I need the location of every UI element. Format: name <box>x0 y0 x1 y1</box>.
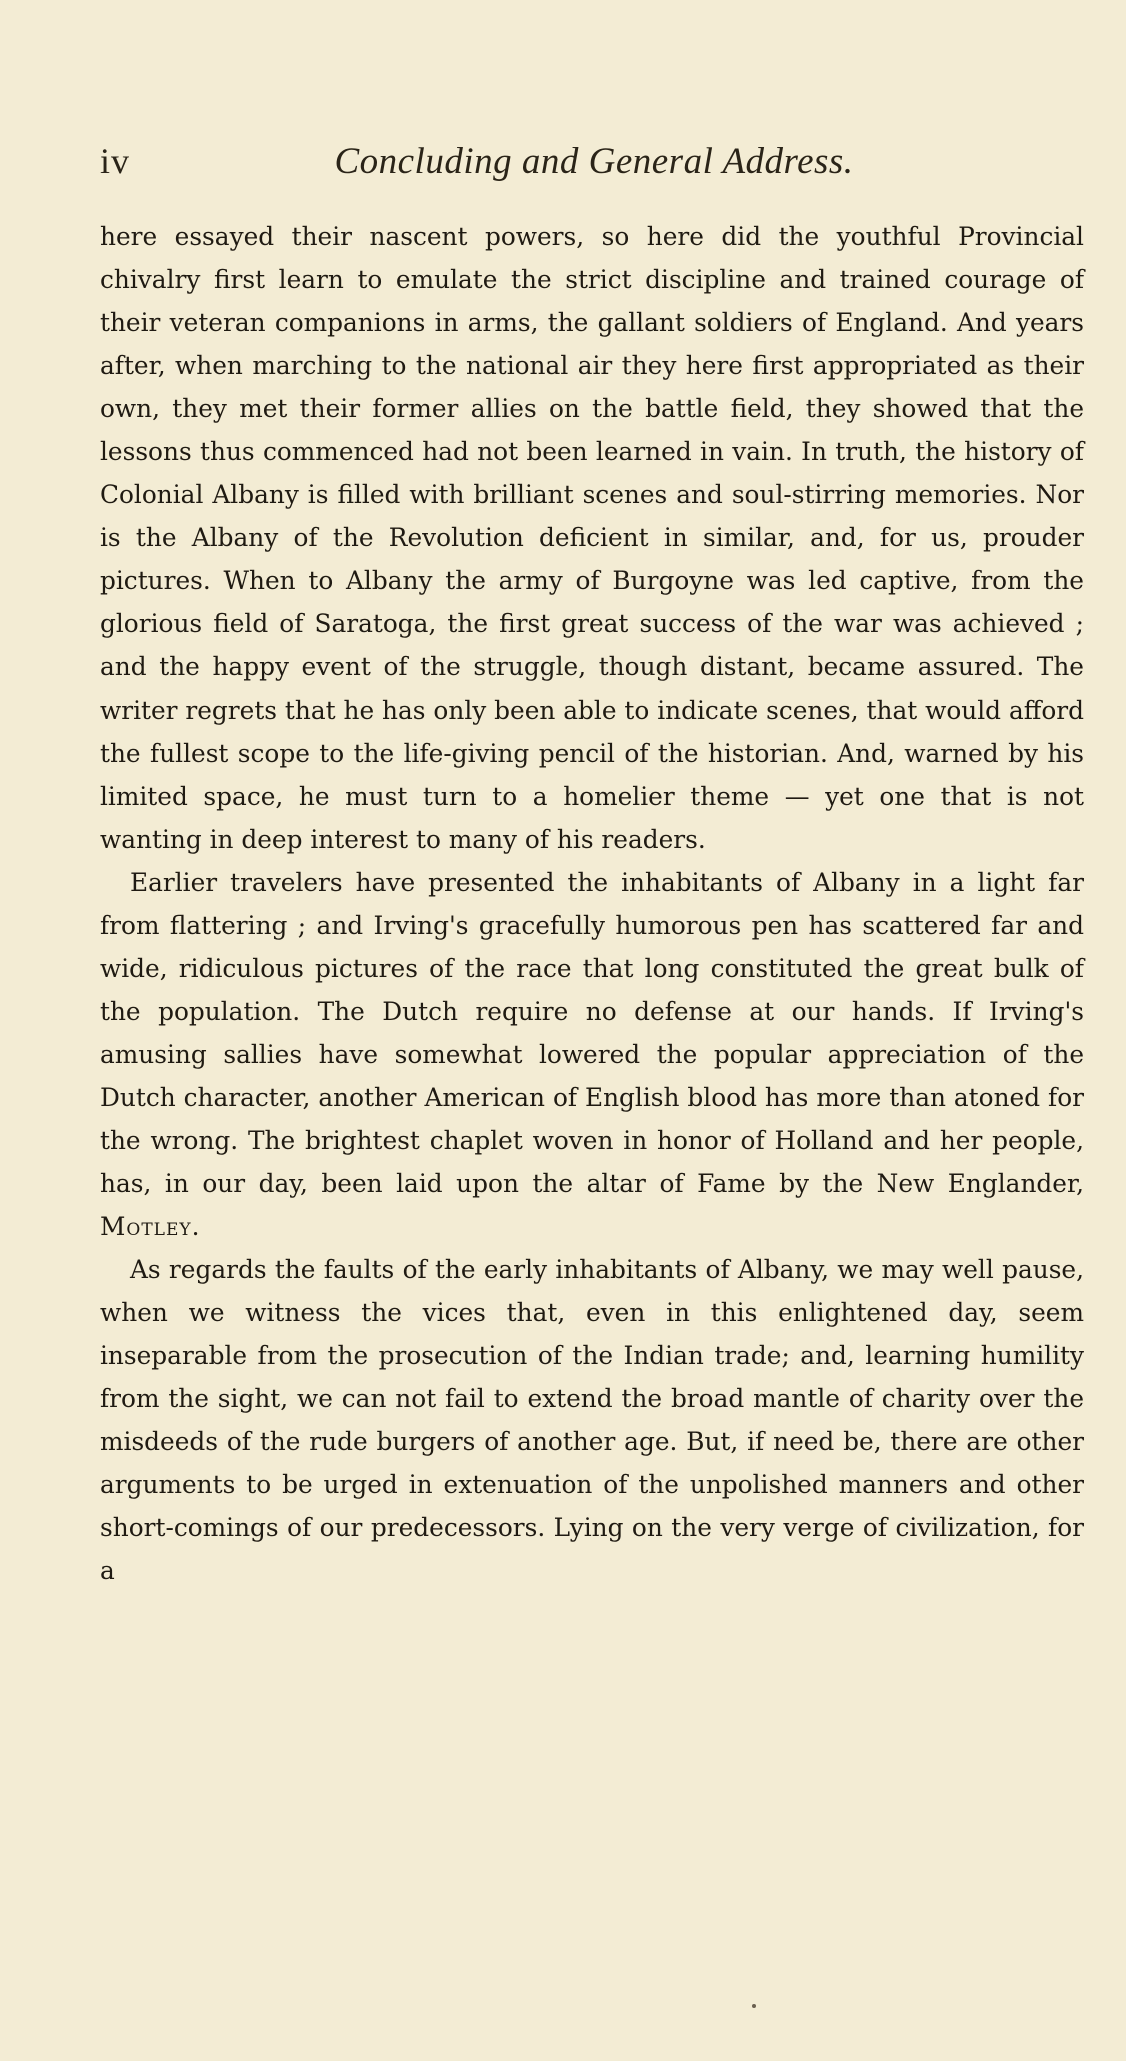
author-name-motley: Motley. <box>100 1212 201 1242</box>
paragraph-2 <box>100 861 1084 1248</box>
paragraph-2-text: Earlier travelers have presented the inhabitants of Albany in a light far from flattering ; and Irving's gracefully humorous pen has scattered far and wide, ridiculous pictures of the race that long constituted the great bulk of the population. The Dutch require no defense at our hands. If Irving's amusing sallies have somewhat lowered the popular appreciation of the Dutch character, another American of English blood has more than atoned for the wrong. The brightest chaplet woven in honor of Holland and her people, has, in our day, been laid upon the altar of Fame by the New Englander, <box>100 867 1084 1199</box>
paragraph-3: As regards the faults of the early inhabitants of Albany, we may well pause, when we witness the vices that, even in this enlightened day, seem inseparable from the prosecution of the Indian trade; and, learning humility from the sight, we can not fail to extend the broad mantle of charity over the misdeeds of the rude burgers of another age. But, if need be, there are other arguments to be urged in extenuation of the unpolished manners and other short-comings of our predecessors. Lying on the very verge of civilization, for a <box>100 1255 1084 1586</box>
page-header <box>100 140 1088 190</box>
page-number: iv <box>100 141 131 181</box>
running-title: Concluding and General Address. <box>334 141 854 182</box>
paragraph-1: here essayed their nascent powers, so here did the youthful Provincial chivalry first learn to emulate the strict discipline and trained courage of their veteran companions in arms, the gallant soldiers of England. And years after, when marching to the national air they here first appropriated as their own, they met their former allies on the battle field, they showed that the lessons thus commenced had not been learned in vain. In truth, the history of Colonial Albany is filled with brilliant scenes and soul-stirring memories. Nor is the Albany of the Revolution deficient in similar, and, for us, prouder pictures. When to Albany the army of Burgoyne was led captive, from the glorious field of Saratoga, the first great success of the war was achieved ; and the happy event of the struggle, though distant, became assured. The writer regrets that he has only been able to indicate scenes, that would afford the fullest scope to the life-giving pencil of the historian. And, warned by his limited space, he must turn to a homelier theme — yet one that is not wanting in deep interest to many of his readers. <box>100 222 1084 854</box>
body-text <box>100 215 1084 1593</box>
paper-speck <box>752 2004 756 2008</box>
